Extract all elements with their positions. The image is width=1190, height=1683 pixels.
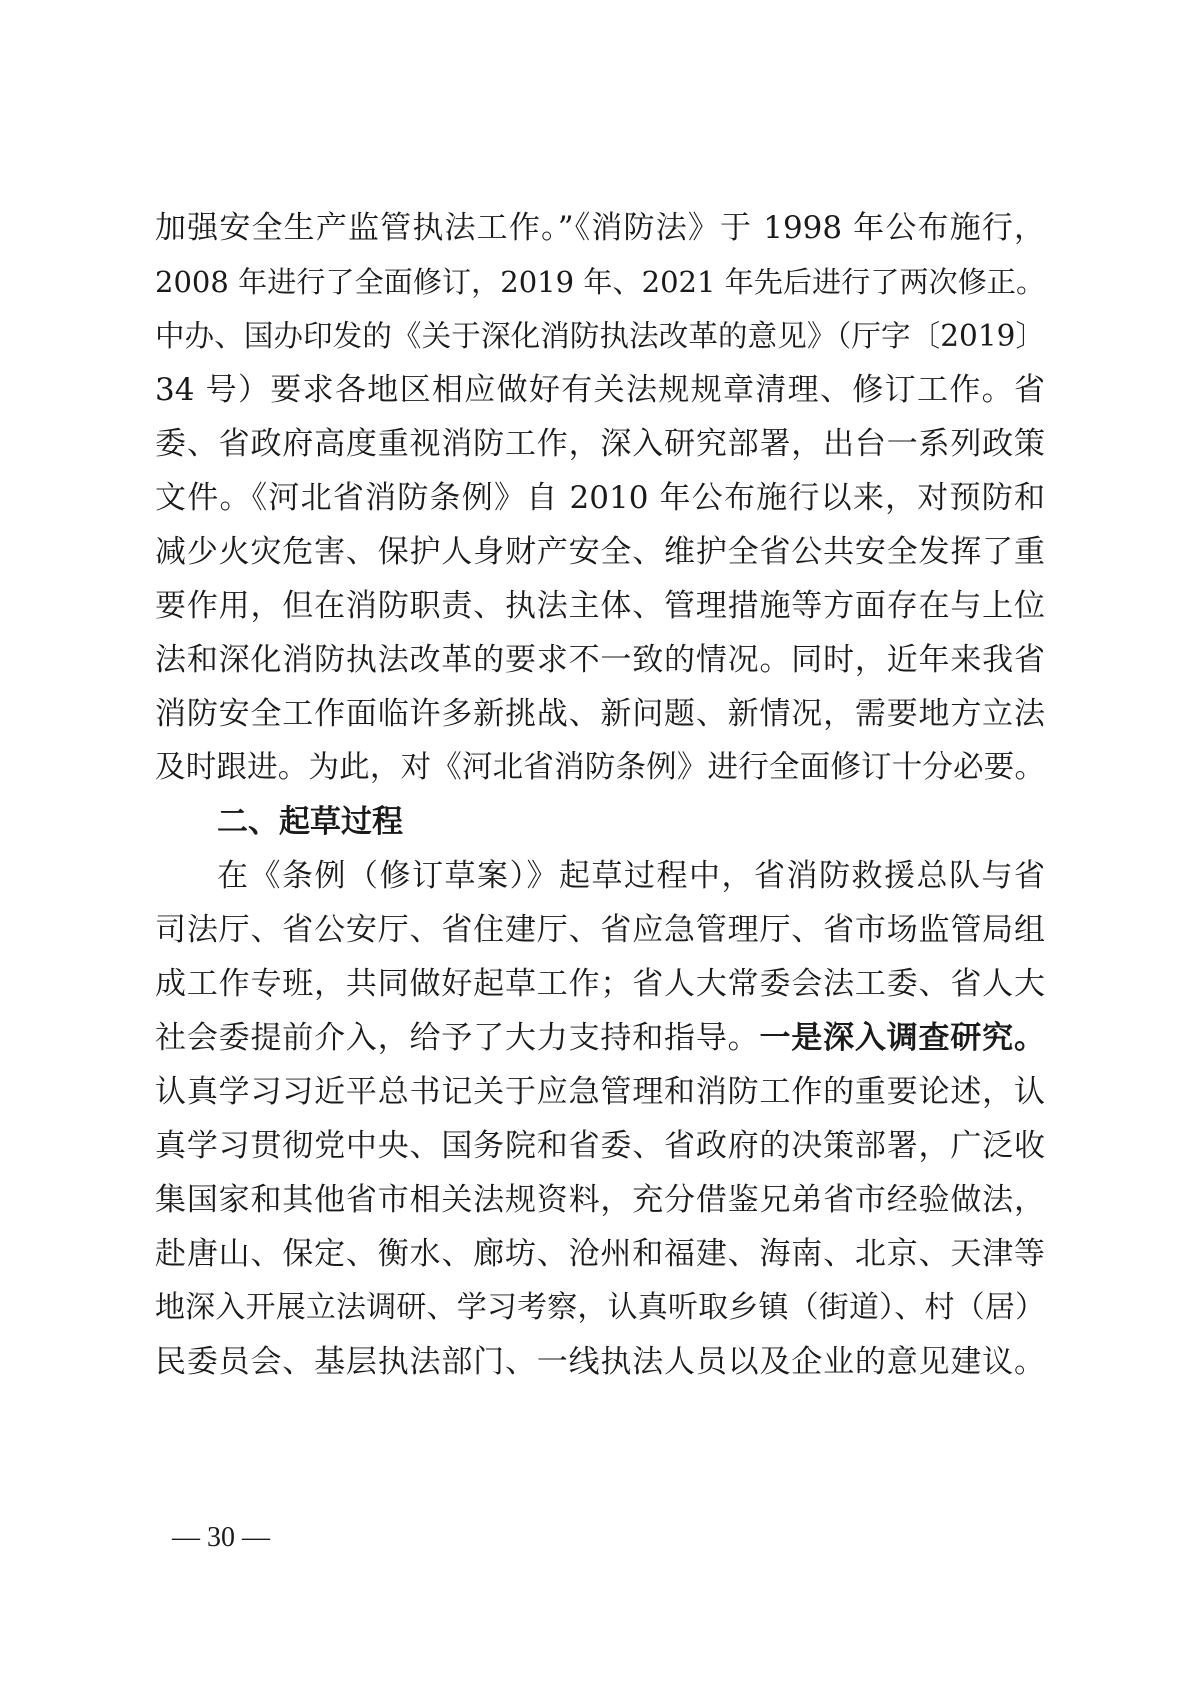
text-line: 34 号）要求各地区相应做好有关法规规章清理、修订工作。省 [155,372,1045,408]
text-line: 赴唐山、保定、衡水、廊坊、沧州和福建、海南、北京、天津等 [155,1236,1045,1272]
text-line: 2008 年进行了全面修订，2019 年、2021 年先后进行了两次修正。 [155,265,1045,299]
text-line: 司法厅、省公安厅、省住建厅、省应急管理厅、省市场监管局组 [155,912,1045,948]
text-line: 法和深化消防执法改革的要求不一致的情况。同时，近年来我省 [155,642,1045,678]
text-line: 在《条例（修订草案）》起草过程中，省消防救援总队与省 [217,858,1045,894]
plain-text: 社会委提前介入，给予了大力支持和指导。 [155,1020,760,1056]
text-line: 委、省政府高度重视消防工作，深入研究部署，出台一系列政策 [155,426,1045,462]
text-line: 及时跟进。为此，对《河北省消防条例》进行全面修订十分必要。 [155,750,1045,785]
page-number: — 30 — [172,1522,270,1553]
text-line: 减少火灾危害、保护人身财产安全、维护全省公共安全发挥了重 [155,534,1045,570]
bold-lead-phrase: 一是深入调查研究。 [759,1020,1046,1056]
text-line: 民委员会、基层执法部门、一线执法人员以及企业的意见建议。 [155,1344,1045,1380]
text-line: 中办、国办印发的《关于深化消防执法改革的意见》（厅字〔2019〕 [155,319,1045,353]
text-line-mixed [155,1018,1045,1058]
text-line: 文件。《河北省消防条例》自 2010 年公布施行以来，对预防和 [155,480,1045,516]
text-line: 认真学习习近平总书记关于应急管理和消防工作的重要论述，认 [155,1074,1045,1110]
text-line: 地深入开展立法调研、学习考察，认真听取乡镇（街道）、村（居） [155,1290,1045,1325]
section-heading: 二、起草过程 [217,804,403,840]
text-line: 消防安全工作面临许多新挑战、新问题、新情况，需要地方立法 [155,696,1045,732]
text-line: 真学习贯彻党中央、国务院和省委、省政府的决策部署，广泛收 [155,1128,1045,1164]
text-line: 要作用，但在消防职责、执法主体、管理措施等方面存在与上位 [155,588,1045,624]
text-line: 成工作专班，共同做好起草工作；省人大常委会法工委、省人大 [155,966,1045,1002]
text-line: 集国家和其他省市相关法规资料，充分借鉴兄弟省市经验做法， [155,1182,1045,1218]
text-line: 加强安全生产监管执法工作。”《消防法》于 1998 年公布施行， [155,210,1045,246]
